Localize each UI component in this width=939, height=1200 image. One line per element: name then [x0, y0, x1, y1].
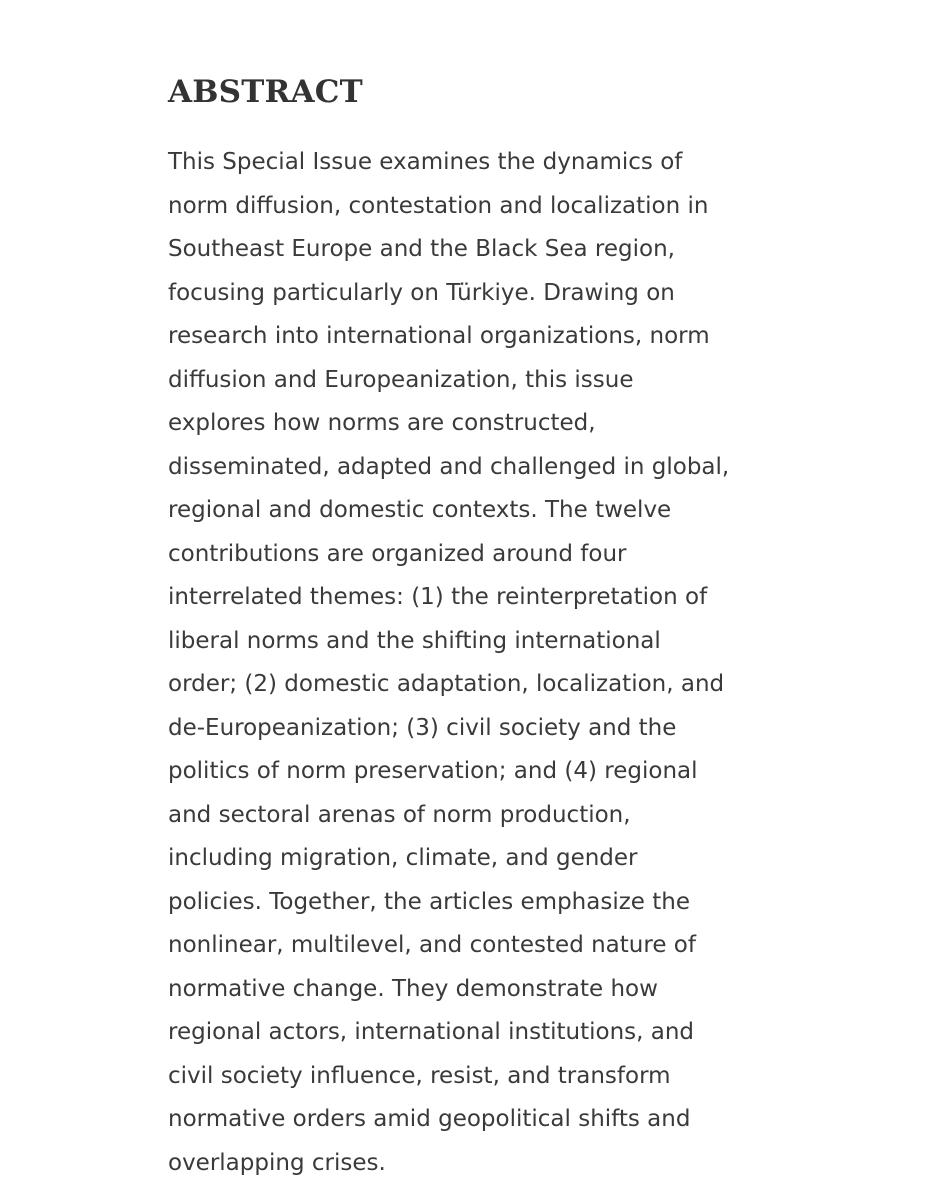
abstract-line: contributions are organized around four — [168, 540, 627, 567]
abstract-line: de-Europeanization; (3) civil society and the — [168, 714, 677, 741]
abstract-line: Southeast Europe and the Black Sea region, — [168, 236, 675, 262]
abstract-line: politics of norm preservation; and (4) regional — [168, 758, 698, 784]
abstract-line: regional actors, international institutions, and — [168, 1019, 695, 1045]
abstract-line: diffusion and Europeanization, this issue — [168, 366, 634, 393]
abstract-line: norm diffusion, contestation and localization in — [168, 192, 709, 219]
abstract-line: research into international organizations, norm — [168, 323, 710, 349]
abstract-line: disseminated, adapted and challenged in global, — [168, 453, 730, 480]
abstract-line: interrelated themes: (1) the reinterpretation of — [168, 584, 708, 610]
abstract-line: overlapping crises. — [168, 1149, 386, 1176]
abstract-line: including migration, climate, and gender — [168, 845, 638, 871]
abstract-line: liberal norms and the shifting international — [168, 627, 661, 654]
abstract-line: explores how norms are constructed, — [168, 410, 596, 436]
abstract-line: This Special Issue examines the dynamics of — [168, 149, 683, 175]
abstract-line: normative change. They demonstrate how — [168, 975, 658, 1002]
abstract-line: order; (2) domestic adaptation, localization, and — [168, 671, 725, 697]
abstract-line: policies. Together, the articles emphasize the — [168, 888, 691, 915]
abstract-text — [168, 141, 768, 1185]
abstract-line: nonlinear, multilevel, and contested nature of — [168, 932, 696, 958]
abstract-heading: ABSTRACT — [168, 74, 363, 110]
abstract-line: normative orders amid geopolitical shifts and — [168, 1106, 691, 1132]
abstract-line: civil society influence, resist, and transform — [168, 1062, 671, 1089]
abstract-line: regional and domestic contexts. The twelve — [168, 497, 672, 523]
abstract-line: focusing particularly on Türkiye. Drawing on — [168, 279, 675, 306]
abstract-line: and sectoral arenas of norm production, — [168, 801, 631, 828]
